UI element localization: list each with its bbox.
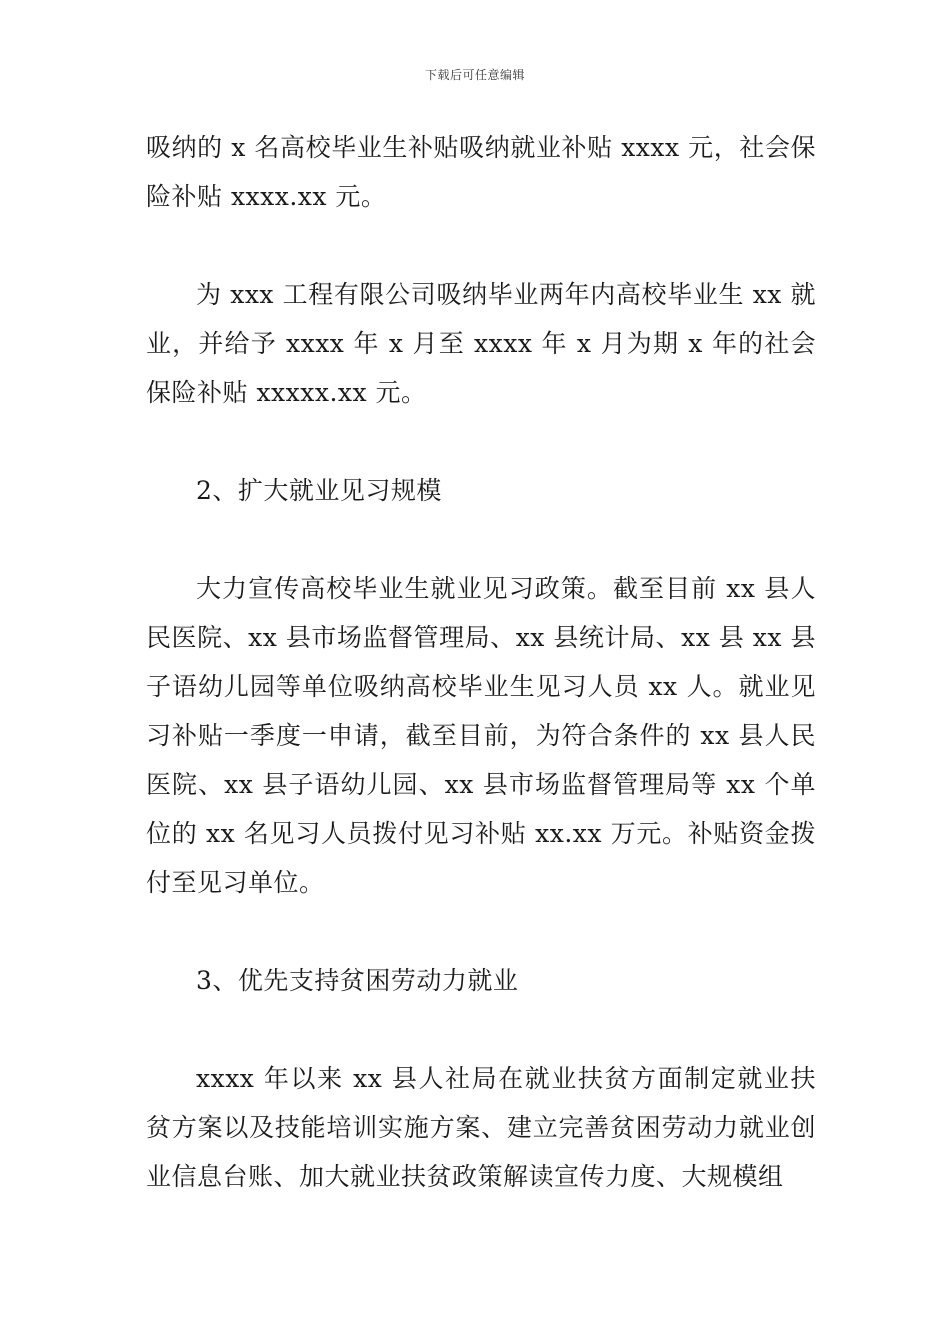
- paragraph-4: xxxx 年以来 xx 县人社局在就业扶贫方面制定就业扶贫方案以及技能培训实施方案、建立完善贫困劳动力就业创业信息台账、加大就业扶贫政策解读宣传力度、大规模组: [146, 1064, 816, 1191]
- paragraph-1: 吸纳的 x 名高校毕业生补贴吸纳就业补贴 xxxx 元，社会保险补贴 xxxx.xx 元。: [146, 133, 816, 211]
- paragraph-2: 为 xxx 工程有限公司吸纳毕业两年内高校毕业生 xx 就业，并给予 xxxx 年 x 月至 xxxx 年 x 月为期 x 年的社会保险补贴 xxxxx.xx 元。: [146, 280, 816, 407]
- paragraph-3: 大力宣传高校毕业生就业见习政策。截至目前 xx 县人民医院、xx 县市场监督管理局、xx 县统计局、xx 县 xx 县子语幼儿园等单位吸纳高校毕业生见习人员 xx 人。就业见习补贴一季度一申请，截至目前，为符合条件的 xx 县人民医院、xx 县子语幼儿园、xx 县市场监督管理局等 xx 个单位的 xx 名见习人员拨付见习补贴 xx.xx 万元。补贴资金拨付至见习单位。: [146, 574, 816, 897]
- paragraph-gap: [146, 221, 816, 270]
- page-header: 下载后可任意编辑: [424, 68, 525, 82]
- paragraph-gap: [146, 515, 816, 564]
- section-heading-3: 3、优先支持贫困劳动力就业: [196, 966, 519, 995]
- section-heading-2: 2、扩大就业见习规模: [196, 476, 442, 505]
- paragraph-gap: [146, 907, 816, 956]
- paragraph-gap: [146, 417, 816, 466]
- document-body: [146, 123, 816, 1201]
- paragraph-gap: [146, 1005, 816, 1054]
